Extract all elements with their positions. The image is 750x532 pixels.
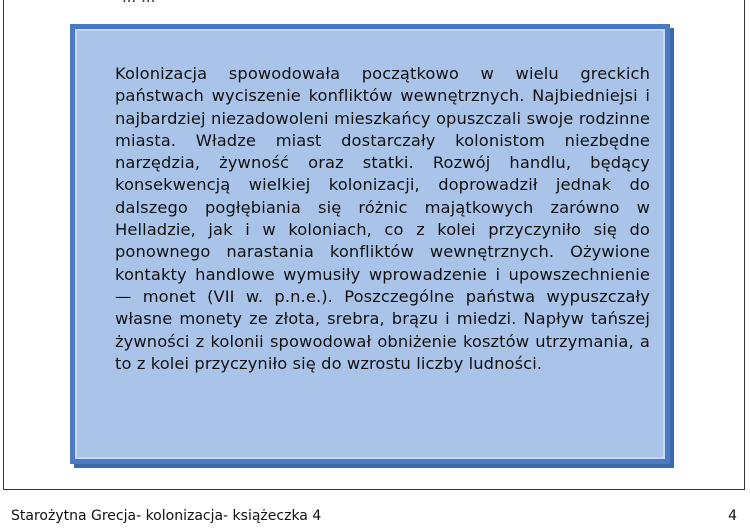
text-box-content [115, 63, 650, 375]
footer-title: Starożytna Grecja- kolonizacja- książeczka 4 [11, 508, 322, 524]
text-box [70, 24, 670, 464]
main-paragraph: Kolonizacja spowodowała początkowo w wielu greckich państwach wyciszenie konfliktów wewnętrznych. Najbiedniejsi i najbardziej niezadowoleni mieszkańcy opuszczali swoje rodzinne miasta. Władze miast dostarczały kolonistom niezbędne narzędzia, żywność oraz statki. Rozwój handlu, będący konsekwencją wielkiej kolonizacji, doprowadził jednak do dalszego pogłębiania się różnic majątkowych zarówno w Helladzie, jak i w koloniach, co z kolei przyczyniło się do ponownego narastania konfliktów wewnętrznych. Ożywione kontakty handlowe wymusiły wprowadzenie i upowszechnienie — monet (VII w. p.n.e.). Poszczególne państwa wypuszczały własne monety ze złota, srebra, brązu i miedzi. Napływ tańszej żywności z kolonii spowodował obniżenie kosztów utrzymania, a to z kolei przyczyniło się do wzrostu liczby ludności. [115, 64, 650, 373]
page-number: 4 [728, 508, 737, 524]
header-cut-text [122, 0, 155, 6]
